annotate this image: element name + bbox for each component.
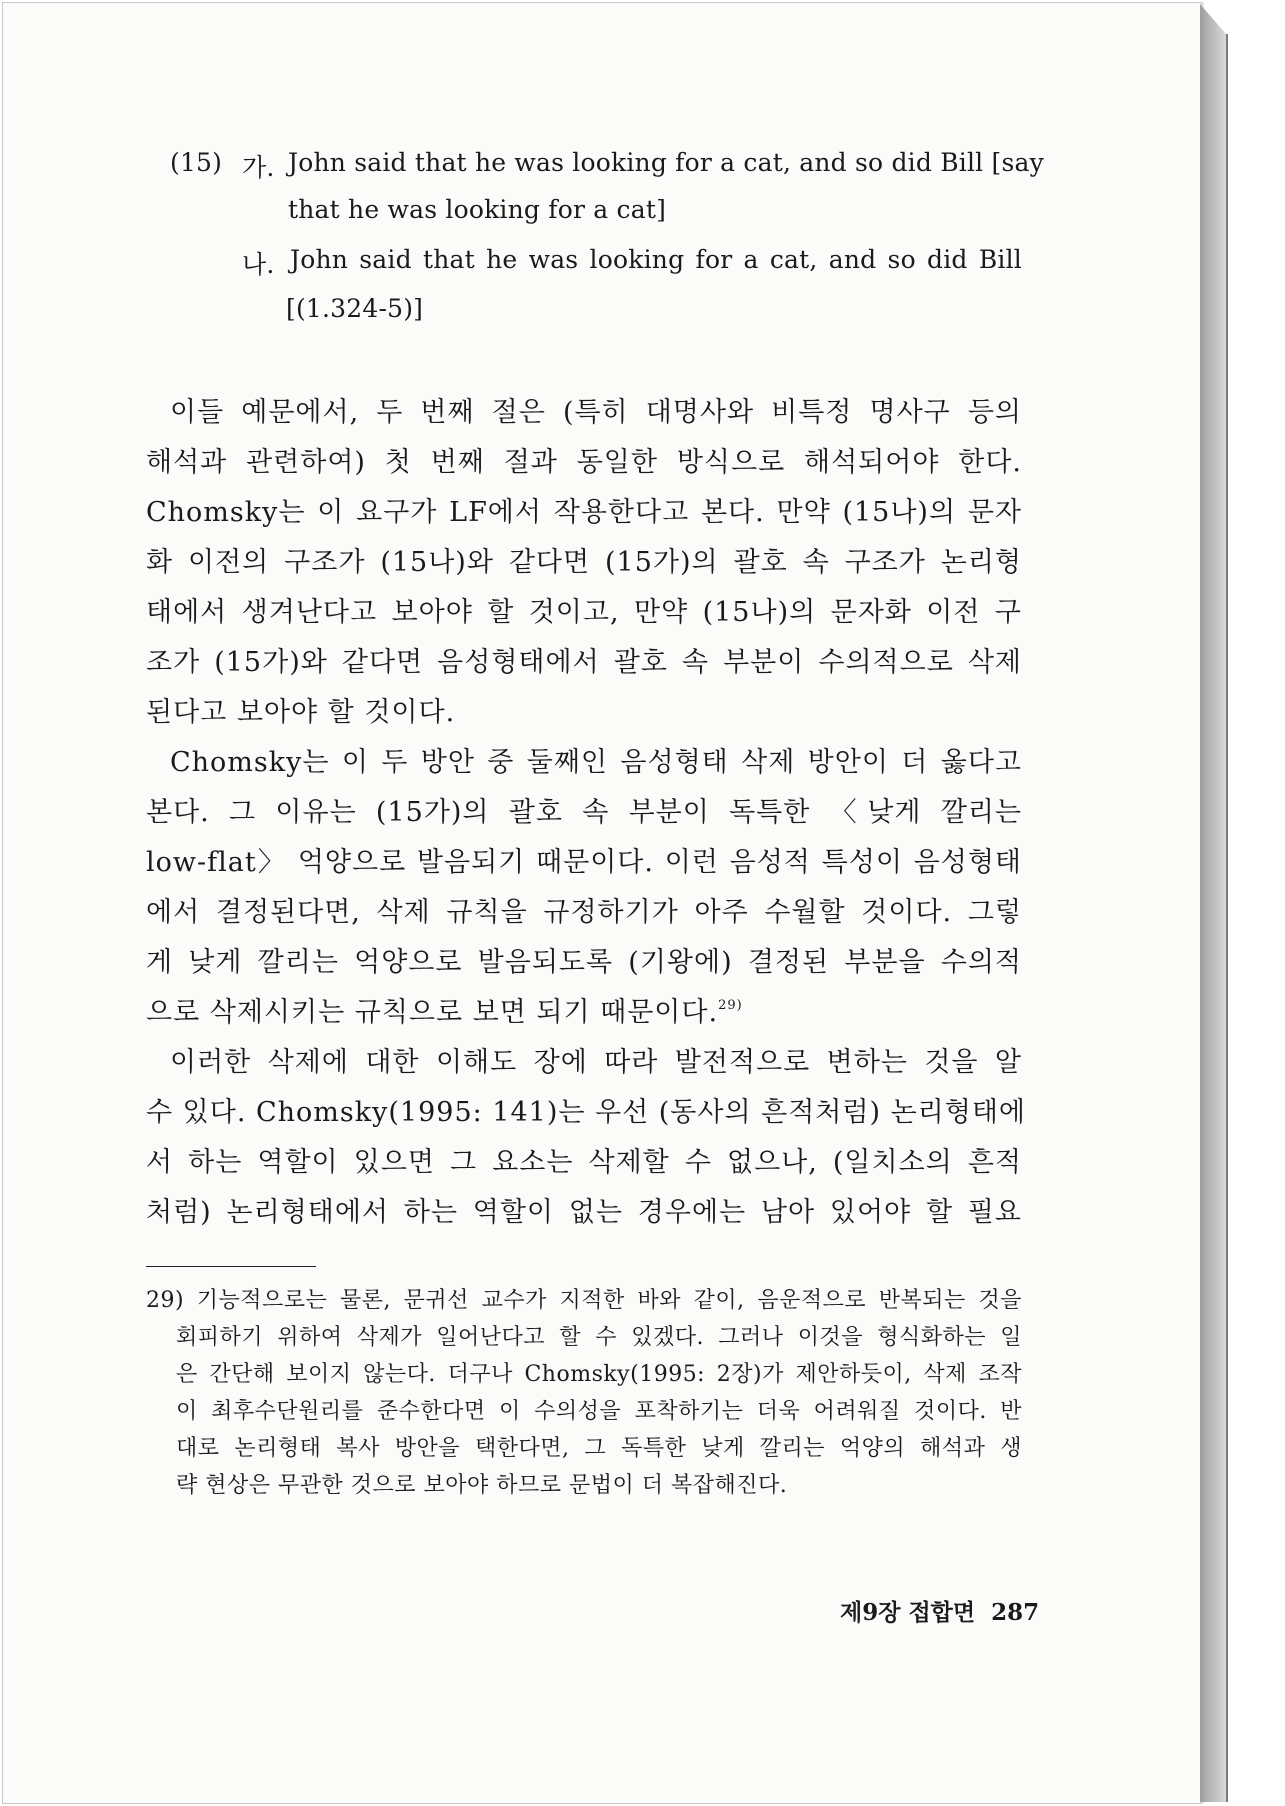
chapter-title: 제9장 접합면 [840, 1599, 976, 1626]
example-a-marker: 가. [242, 153, 275, 182]
page-edge-shadow [1200, 4, 1226, 1802]
paragraph-line: 태에서 생겨난다고 보아야 할 것이고, 만약 (15나)의 문자화 이전 구 [146, 597, 1022, 628]
page-edge-line [1226, 34, 1228, 1802]
footnote-line-text: 기능적으로는 물론, 문귀선 교수가 지적한 바와 같이, 음운적으로 반복되는 것을 [196, 1288, 1022, 1313]
example-b-line1: John said that he was looking for a cat, and so did Bill [290, 245, 1022, 274]
paragraph-3 [146, 1038, 1026, 1238]
paragraph-line: 게 낮게 깔리는 억양으로 발음되도록 (기왕에) 결정된 부분을 수의적 [146, 947, 1022, 978]
paragraph-line: 수 있다. Chomsky(1995: 141)는 우선 (동사의 흔적처럼) 논리형태에 [146, 1097, 1026, 1128]
page-number: 287 [991, 1599, 1040, 1626]
footnote-line [146, 1282, 1022, 1319]
footnote-line: 이 최후수단원리를 준수한다면 이 수의성을 포착하기는 더욱 어려워질 것이다. 반 [176, 1399, 1022, 1424]
paragraph-line [146, 988, 1022, 1038]
footnote-separator [146, 1266, 316, 1267]
paragraph-2 [146, 738, 1022, 1038]
footnote-line: 대로 논리형태 복사 방안을 택한다면, 그 독특한 낮게 깔리는 억양의 해석과 생 [176, 1436, 1022, 1461]
paragraph-line: 조가 (15가)와 같다면 음성형태에서 괄호 속 부분이 수의적으로 삭제 [146, 647, 1022, 678]
paragraph-line: 화 이전의 구조가 (15나)와 같다면 (15가)의 괄호 속 구조가 논리형 [146, 547, 1022, 578]
paragraph-line: 이들 예문에서, 두 번째 절은 (특히 대명사와 비특정 명사구 등의 [170, 397, 1022, 428]
paragraph-line: 서 하는 역할이 있으면 그 요소는 삭제할 수 없으나, (일치소의 흔적 [146, 1147, 1022, 1178]
paragraph-line: 본다. 그 이유는 (15가)의 괄호 속 부분이 독특한 〈낮게 깔리는 [146, 797, 1022, 828]
paragraph-line: 에서 결정된다면, 삭제 규칙을 규정하기가 아주 수월할 것이다. 그렇 [146, 897, 1022, 928]
example-b-marker: 나. [242, 250, 275, 279]
paragraph-line: Chomsky는 이 두 방안 중 둘째인 음성형태 삭제 방안이 더 옳다고 [170, 747, 1022, 778]
paragraph-1 [146, 388, 1022, 738]
example-a-line2: that he was looking for a cat] [288, 195, 667, 224]
example-number: (15) [170, 148, 223, 177]
footnote-line: 은 간단해 보이지 않는다. 더구나 Chomsky(1995: 2장)가 제안하듯이, 삭제 조작 [176, 1362, 1022, 1387]
footnote-reference[interactable]: 29) [718, 998, 743, 1013]
paragraph-line: 처럼) 논리형태에서 하는 역할이 없는 경우에는 남아 있어야 할 필요 [146, 1197, 1022, 1228]
paragraph-line: 이러한 삭제에 대한 이해도 장에 따라 발전적으로 변하는 것을 알 [170, 1047, 1022, 1078]
footnote-line: 회피하기 위하여 삭제가 일어난다고 할 수 있겠다. 그러나 이것을 형식화하는 일 [176, 1325, 1022, 1350]
paragraph-line: 된다고 보아야 할 것이다. [146, 697, 456, 728]
page-footer [840, 1594, 1040, 1627]
example-a-line1: John said that he was looking for a cat, and so did Bill [say [288, 148, 1044, 177]
paragraph-line: Chomsky는 이 요구가 LF에서 작용한다고 본다. 만약 (15나)의 문자 [146, 497, 1022, 528]
footnote-line: 략 현상은 무관한 것으로 보아야 하므로 문법이 더 복잡해진다. [176, 1473, 788, 1498]
paragraph-line-text: 으로 삭제시키는 규칙으로 보면 되기 때문이다. [146, 997, 719, 1028]
paragraph-line: 해석과 관련하여) 첫 번째 절과 동일한 방식으로 해석되어야 한다. [146, 447, 1022, 478]
paragraph-line: low-flat〉 억양으로 발음되기 때문이다. 이런 음성적 특성이 음성형태 [146, 847, 1022, 878]
footnote-29 [146, 1282, 1022, 1504]
footnote-label: 29) [146, 1288, 185, 1313]
example-b-line2: [(1.324-5)] [286, 294, 424, 323]
